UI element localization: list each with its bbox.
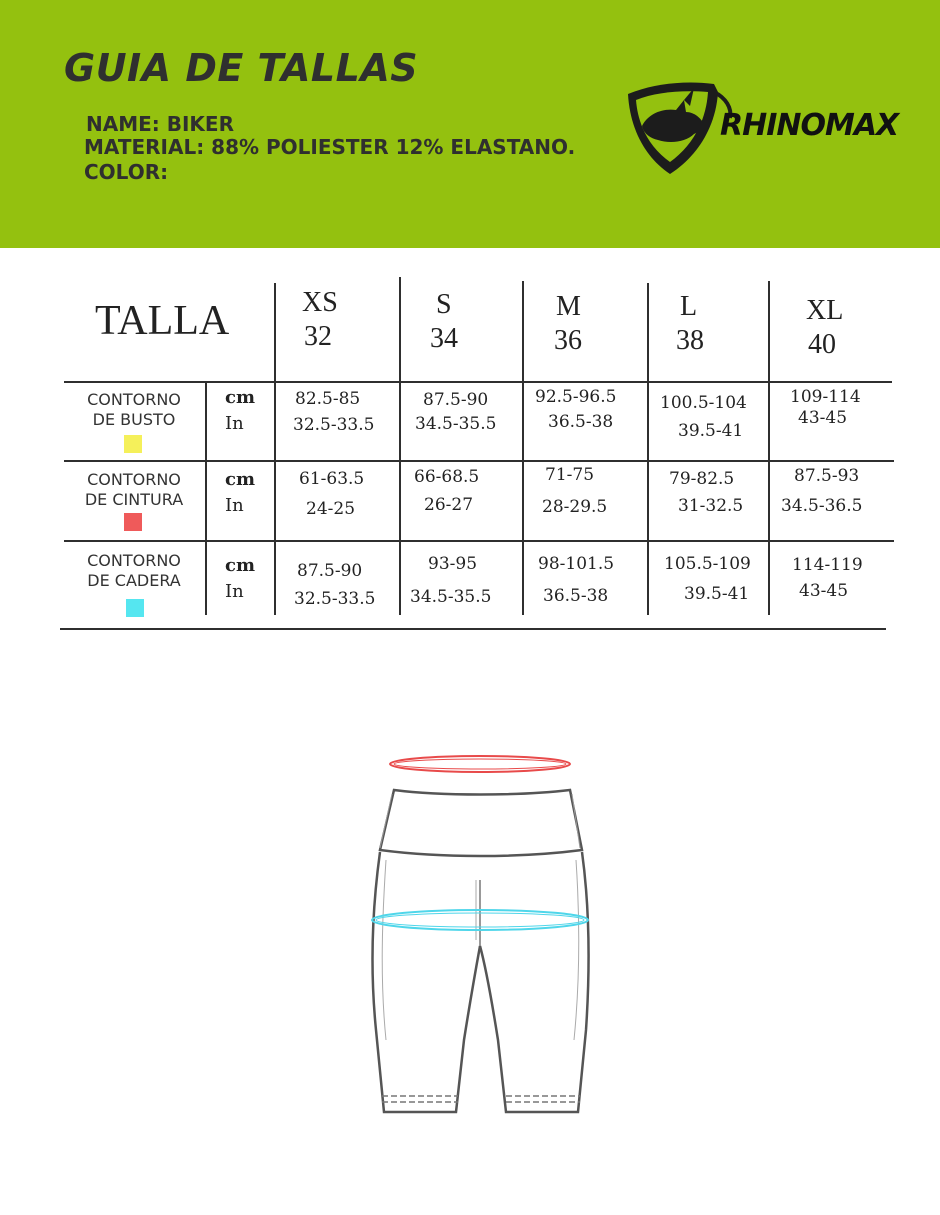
cell-cm: 93-95 bbox=[428, 554, 478, 574]
cell-in: 43-45 bbox=[798, 408, 848, 428]
page-title: GUIA DE TALLAS bbox=[64, 46, 419, 90]
cell-in: 39.5-41 bbox=[684, 584, 750, 604]
row-label-line: CONTORNO bbox=[87, 390, 181, 409]
cell-in: 34.5-36.5 bbox=[781, 496, 863, 516]
cadera-color-swatch bbox=[126, 599, 144, 617]
row-label-cadera bbox=[64, 551, 204, 591]
cell-cm: 66-68.5 bbox=[414, 467, 480, 487]
brand-wordmark-rhino: RHINO bbox=[720, 108, 825, 143]
cell-cm: 79-82.5 bbox=[669, 469, 735, 489]
grid-vline bbox=[399, 277, 401, 615]
size-number: 32 bbox=[304, 321, 332, 352]
busto-color-swatch bbox=[124, 435, 142, 453]
size-label: S bbox=[436, 289, 452, 320]
cell-cm: 87.5-93 bbox=[794, 466, 860, 486]
row-label-busto bbox=[64, 390, 204, 430]
cell-cm: 109-114 bbox=[790, 387, 861, 407]
grid-vline bbox=[274, 283, 276, 615]
size-number: 34 bbox=[430, 323, 458, 354]
brand-wordmark bbox=[720, 108, 898, 143]
unit-labels bbox=[225, 467, 255, 519]
size-head-l bbox=[676, 290, 704, 358]
cell-in: 28-29.5 bbox=[542, 497, 608, 517]
size-head-m bbox=[556, 290, 582, 358]
grid-hline bbox=[64, 381, 892, 383]
row-label-line: CONTORNO bbox=[87, 551, 181, 570]
size-head-xs bbox=[302, 286, 338, 354]
brand-wordmark-max: MAX bbox=[824, 108, 899, 143]
product-color: COLOR: bbox=[84, 160, 169, 184]
cell-cm: 87.5-90 bbox=[297, 561, 363, 581]
unit-in: In bbox=[225, 581, 244, 602]
size-number: 40 bbox=[808, 329, 836, 360]
size-label: XS bbox=[302, 287, 338, 318]
grid-vline bbox=[647, 283, 649, 615]
size-head-s bbox=[430, 288, 458, 356]
cell-cm: 87.5-90 bbox=[423, 390, 489, 410]
cell-in: 34.5-35.5 bbox=[410, 587, 492, 607]
cell-cm: 92.5-96.5 bbox=[535, 387, 617, 407]
cell-in: 32.5-33.5 bbox=[293, 415, 375, 435]
cell-cm: 71-75 bbox=[545, 465, 595, 485]
cell-in: 32.5-33.5 bbox=[294, 589, 376, 609]
row-label-line: CONTORNO bbox=[87, 470, 181, 489]
row-label-line: DE CADERA bbox=[87, 571, 181, 590]
cell-in: 36.5-38 bbox=[548, 412, 614, 432]
unit-cm: cm bbox=[225, 469, 256, 490]
grid-hline bbox=[60, 628, 886, 630]
cell-in: 34.5-35.5 bbox=[415, 414, 497, 434]
size-number: 38 bbox=[676, 325, 704, 356]
grid-hline bbox=[64, 460, 894, 462]
grid-hline bbox=[64, 540, 894, 542]
unit-in: In bbox=[225, 495, 244, 516]
grid-vline bbox=[522, 281, 524, 615]
cell-cm: 82.5-85 bbox=[295, 389, 361, 409]
grid-vline bbox=[768, 281, 770, 615]
cell-cm: 100.5-104 bbox=[660, 393, 747, 413]
cell-cm: 114-119 bbox=[792, 555, 863, 575]
size-number: 36 bbox=[554, 325, 582, 356]
cell-cm: 105.5-109 bbox=[664, 554, 751, 574]
talla-heading: TALLA bbox=[95, 298, 230, 344]
cell-in: 36.5-38 bbox=[543, 586, 609, 606]
size-label: XL bbox=[806, 295, 844, 326]
size-label: L bbox=[680, 291, 698, 322]
cell-cm: 98-101.5 bbox=[538, 554, 615, 574]
product-name: NAME: BIKER bbox=[86, 112, 234, 136]
row-label-line: DE BUSTO bbox=[92, 410, 176, 429]
size-label: M bbox=[556, 291, 581, 322]
cell-in: 31-32.5 bbox=[678, 496, 744, 516]
unit-cm: cm bbox=[225, 387, 256, 408]
cell-cm: 61-63.5 bbox=[299, 469, 365, 489]
cell-in: 43-45 bbox=[799, 581, 849, 601]
cell-in: 24-25 bbox=[306, 499, 356, 519]
product-material: MATERIAL: 88% POLIESTER 12% ELASTANO. bbox=[84, 135, 576, 159]
unit-labels bbox=[225, 385, 255, 437]
cintura-color-swatch bbox=[124, 513, 142, 531]
grid-vline bbox=[205, 383, 207, 615]
row-label-line: DE CINTURA bbox=[84, 490, 184, 509]
size-head-xl bbox=[806, 294, 843, 362]
unit-in: In bbox=[225, 413, 244, 434]
row-label-cintura bbox=[64, 470, 204, 510]
unit-cm: cm bbox=[225, 555, 256, 576]
unit-labels bbox=[225, 553, 255, 605]
cell-in: 39.5-41 bbox=[678, 421, 744, 441]
biker-shorts-diagram-icon bbox=[360, 740, 600, 1130]
cell-in: 26-27 bbox=[424, 495, 474, 515]
